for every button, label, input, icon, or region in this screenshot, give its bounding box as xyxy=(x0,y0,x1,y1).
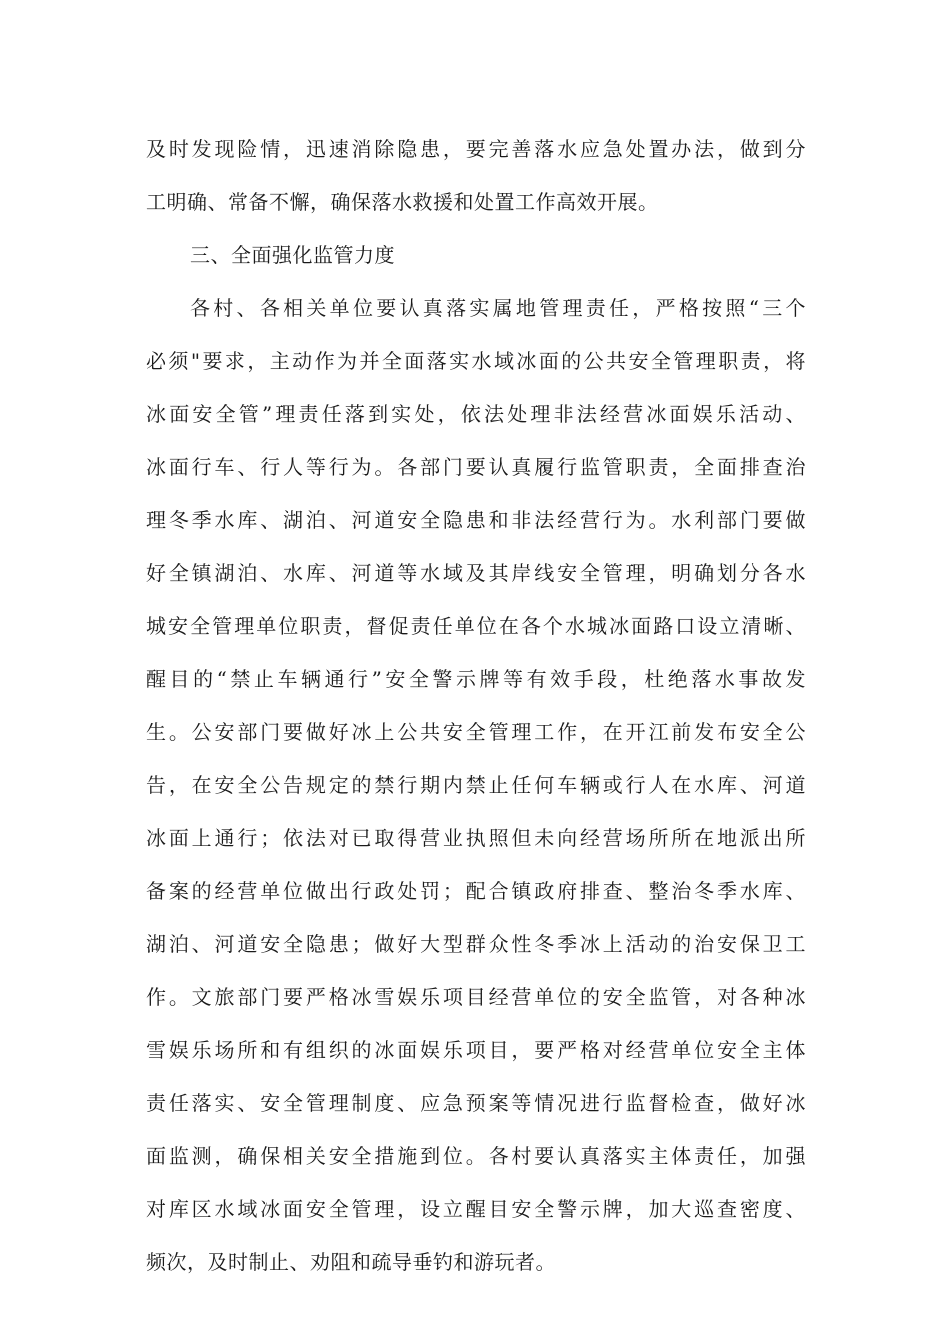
paragraph-line: 冰面安全管”理责任落到实处，依法处理非法经营冰面娱乐活动、 xyxy=(146,402,806,426)
paragraph-line: 雪娱乐场所和有组织的冰面娱乐项目，要严格对经营单位安全主体 xyxy=(146,1038,806,1062)
paragraph-line: 责任落实、安全管理制度、应急预案等情况进行监督检查，做好冰 xyxy=(146,1091,806,1115)
paragraph-line: 频次，及时制止、劝阻和疏导垂钓和游玩者。 xyxy=(146,1250,556,1274)
paragraph-line: 面监测，确保相关安全措施到位。各村要认真落实主体责任，加强 xyxy=(146,1144,806,1168)
paragraph-line: 工明确、常备不懈，确保落水救援和处置工作高效开展。 xyxy=(146,190,659,214)
paragraph-line: 好全镇湖泊、水库、河道等水域及其岸线安全管理，明确划分各水 xyxy=(146,561,806,585)
paragraph-line: 各村、各相关单位要认真落实属地管理责任，严格按照“三个 xyxy=(190,296,806,320)
paragraph-line: 醒目的“禁止车辆通行”安全警示牌等有效手段，杜绝落水事故发 xyxy=(146,667,806,691)
section-heading: 三、全面强化监管力度 xyxy=(190,243,395,267)
paragraph-line: 必须"要求，主动作为并全面落实水域冰面的公共安全管理职责，将 xyxy=(146,349,806,373)
paragraph-line: 冰面行车、行人等行为。各部门要认真履行监管职责，全面排查治 xyxy=(146,455,806,479)
paragraph-line: 作。文旅部门要严格冰雪娱乐项目经营单位的安全监管，对各种冰 xyxy=(146,985,806,1009)
paragraph-line: 告，在安全公告规定的禁行期内禁止任何车辆或行人在水库、河道 xyxy=(146,773,806,797)
paragraph-line: 备案的经营单位做出行政处罚；配合镇政府排查、整治冬季水库、 xyxy=(146,879,806,903)
paragraph-line: 对库区水域冰面安全管理，设立醒目安全警示牌，加大巡查密度、 xyxy=(146,1197,806,1221)
paragraph-line: 生。公安部门要做好冰上公共安全管理工作，在开江前发布安全公 xyxy=(146,720,806,744)
paragraph-line: 湖泊、河道安全隐患；做好大型群众性冬季冰上活动的治安保卫工 xyxy=(146,932,806,956)
paragraph-line: 及时发现险情，迅速消除隐患，要完善落水应急处置办法，做到分 xyxy=(146,137,806,161)
paragraph-line: 理冬季水库、湖泊、河道安全隐患和非法经营行为。水利部门要做 xyxy=(146,508,806,532)
paragraph-line: 城安全管理单位职责，督促责任单位在各个水城冰面路口设立清晰、 xyxy=(146,614,806,638)
paragraph-line: 冰面上通行；依法对已取得营业执照但未向经营场所所在地派出所 xyxy=(146,826,806,850)
